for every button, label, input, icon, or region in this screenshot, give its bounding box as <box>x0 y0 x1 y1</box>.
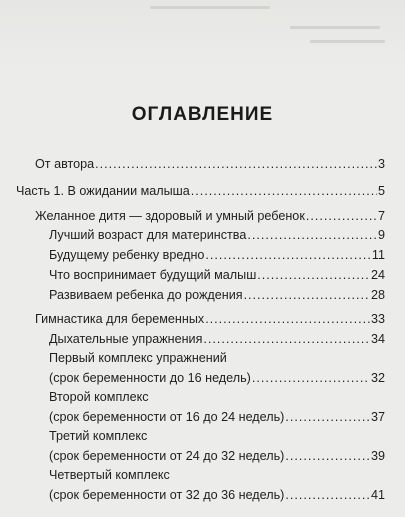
toc-leader-dots <box>247 227 377 243</box>
toc-entry-subtitle: (срок беременности от 24 до 32 недель) <box>49 449 285 463</box>
toc-leader-dots <box>205 247 371 263</box>
toc-leader-dots <box>205 311 370 327</box>
toc-entry[interactable] <box>49 247 385 263</box>
toc-leader-dots <box>252 370 370 386</box>
toc-entry-page: 41 <box>370 488 385 502</box>
toc-leader-dots <box>257 267 370 283</box>
toc-entry-page: 9 <box>377 228 385 242</box>
toc-entry[interactable] <box>49 267 385 283</box>
previous-page-bleed <box>0 0 405 70</box>
toc-entry-title[interactable]: Четвертый комплекс <box>49 468 170 482</box>
toc-entry-title: Что воспринимает будущий малыш <box>49 268 257 282</box>
toc-leader-dots <box>203 331 370 347</box>
toc-entry[interactable] <box>16 183 385 199</box>
toc-leader-dots <box>306 208 377 224</box>
toc-entry-page: 11 <box>371 248 385 262</box>
toc-entry-subtitle: (срок беременности от 16 до 24 недель) <box>49 410 285 424</box>
toc-leader-dots <box>285 448 370 464</box>
toc-entry[interactable] <box>35 311 385 327</box>
toc-entry-page: 7 <box>377 209 385 223</box>
toc-entry-title: Дыхательные упражнения <box>49 332 203 346</box>
toc-entry-page: 34 <box>370 332 385 346</box>
toc-leader-dots <box>285 409 370 425</box>
toc-entry-page: 37 <box>370 410 385 424</box>
toc-entry-page: 32 <box>370 371 385 385</box>
toc-entry-title: Развиваем ребенка до рождения <box>49 288 243 302</box>
toc-entry[interactable] <box>49 487 385 503</box>
toc-entry-page: 24 <box>370 268 385 282</box>
toc-entry-page: 33 <box>370 312 385 326</box>
toc-entry[interactable] <box>49 331 385 347</box>
toc-entry-title: Лучший возраст для материнства <box>49 228 247 242</box>
toc-entry[interactable] <box>49 227 385 243</box>
toc-entry-page: 3 <box>377 157 385 171</box>
toc-entry[interactable] <box>35 156 385 172</box>
toc-entry-title: Гимнастика для беременных <box>35 312 205 326</box>
toc-entry-page: 5 <box>377 184 385 198</box>
toc-entry-page: 28 <box>370 288 385 302</box>
page-title: ОГЛАВЛЕНИЕ <box>131 104 274 125</box>
toc-entry-subtitle: (срок беременности от 32 до 36 недель) <box>49 488 285 502</box>
toc-entry-title: Желанное дитя — здоровый и умный ребенок <box>35 209 305 223</box>
toc-entry-title: От автора <box>35 157 95 171</box>
toc-entry-title: Часть 1. В ожидании малыша <box>16 184 190 198</box>
toc-leader-dots <box>191 183 377 199</box>
toc-entry[interactable] <box>49 370 385 386</box>
toc-entry[interactable] <box>49 409 385 425</box>
toc-leader-dots <box>285 487 370 503</box>
toc-entry-title[interactable]: Первый комплекс упражнений <box>49 351 227 365</box>
toc-leader-dots <box>95 156 377 172</box>
toc-entry[interactable] <box>49 287 385 303</box>
toc-entry[interactable] <box>35 208 385 224</box>
toc-entry-title[interactable]: Третий комплекс <box>49 429 148 443</box>
toc-leader-dots <box>244 287 370 303</box>
toc-entry-title[interactable]: Второй комплекс <box>49 390 149 404</box>
toc-entry-subtitle: (срок беременности до 16 недель) <box>49 371 251 385</box>
toc-entry-page: 39 <box>370 449 385 463</box>
toc-entry[interactable] <box>49 448 385 464</box>
toc-entry-title: Будущему ребенку вредно <box>49 248 205 262</box>
